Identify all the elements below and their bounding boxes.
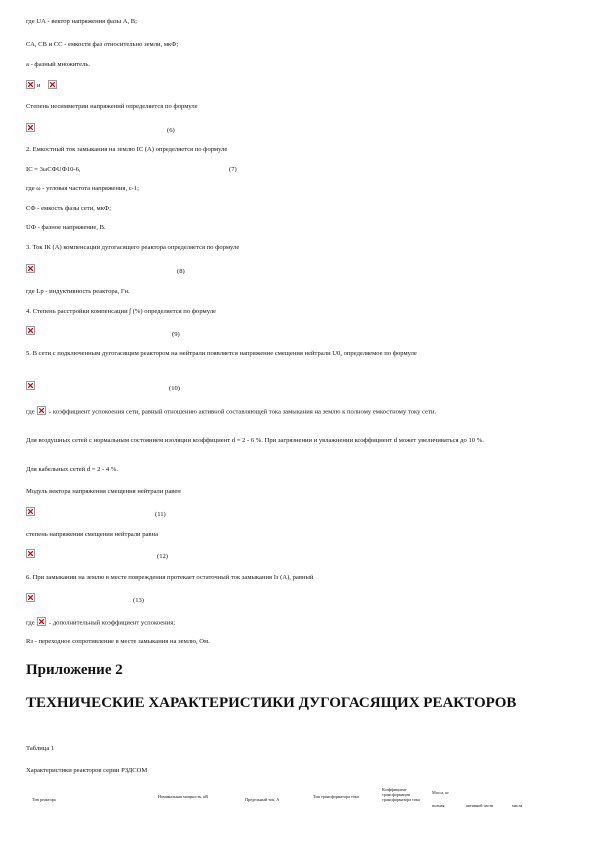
text-paragraph: Для воздушных сетей с нормальным состоянием изоляции коэффициент d = 2 - 6 %. При загрязнении и увлажнении коэффициент d может увеличиваться до 10 %. <box>26 437 484 444</box>
text-prefix: где <box>26 408 35 416</box>
text-prefix: где <box>26 619 35 627</box>
broken-image-icon <box>26 326 35 335</box>
broken-image-icon <box>48 80 57 89</box>
conjunction-text: и <box>37 82 41 89</box>
text-line: СА, СВ и СС - емкости фаз относительно земли, мкФ; <box>26 41 179 48</box>
text-line: IC = 3ωСФUФ10-6, <box>26 166 81 173</box>
text-line: 2. Емкостный ток замыкания на землю IС (А) определяется по формуле <box>26 146 228 153</box>
table-header-cell: масла <box>512 803 523 808</box>
broken-image-icon <box>26 80 35 89</box>
broken-image-icon <box>26 123 35 132</box>
text-line: 3. Ток IК (А) компенсации дугогасящего реактора определяется по формуле <box>26 244 240 251</box>
broken-image-icon <box>26 264 35 273</box>
text-paragraph <box>26 406 571 418</box>
table-label: Таблица 1 <box>26 745 55 752</box>
text-line: где UА - вектор напряжения фазы А, В; <box>26 18 138 25</box>
table-caption: Характеристики реакторов серии РЗДСОМ <box>26 767 148 774</box>
table-header-cell: Номинальная мощность, кВ <box>158 794 209 799</box>
text-line: Модуль вектора напряжения смещения нейтрали равен <box>26 488 181 495</box>
equation-number: (6) <box>167 127 175 134</box>
text-line: 4. Степень расстройки компенсации ∫ (%) определяется по формуле <box>26 308 216 315</box>
broken-image-icon <box>26 549 35 558</box>
equation-number: (7) <box>229 166 237 173</box>
broken-image-icon <box>37 406 46 415</box>
table-header-cell: активной части <box>466 803 494 808</box>
text-line: где Lр - индуктивность реактора, Гн. <box>26 288 130 295</box>
appendix-heading: Приложение 2 <box>26 662 123 678</box>
table-header-cell: Тип трансформатора тока <box>313 794 359 799</box>
table-header-cell: Тип реактора <box>32 797 56 802</box>
text-line: Степень несимметрии напряжений определяется по формуле <box>26 103 198 110</box>
text-suffix: - коэффициент успокоения сети, равный отношению активной составляющей тока замыкания на землю к полному емкостному току сети. <box>48 408 437 416</box>
text-line: 6. При замыкании на землю в месте повреждения протекает остаточный ток замыкания Iз (А), равный <box>26 574 314 581</box>
table-header-cell: Предельный ток, А <box>245 797 280 802</box>
text-line <box>26 617 175 629</box>
text-line: UФ - фазное напряжение, В. <box>26 224 106 231</box>
equation-number: (10) <box>169 385 180 392</box>
text-line: Rз - переходное сопротивление в месте замыкания на землю, Ом. <box>26 638 210 645</box>
text-line: a - фазный множитель. <box>26 61 91 68</box>
text-suffix: - дополнительный коэффициент успокоения; <box>48 619 176 627</box>
equation-number: (8) <box>177 268 185 275</box>
text-line: Для кабельных сетей d = 2 - 4 %. <box>26 466 119 473</box>
equation-number: (9) <box>172 331 180 338</box>
appendix-title: ТЕХНИЧЕСКИЕ ХАРАКТЕРИСТИКИ ДУГОГАСЯЩИХ РЕАКТОРОВ <box>26 695 517 711</box>
table-header-cell: Масса, кг <box>432 790 450 795</box>
text-line: где ω - угловая частота напряжения, с-1; <box>26 185 139 192</box>
broken-image-icon <box>26 381 35 390</box>
broken-image-icon <box>26 507 35 516</box>
table-header-cell: полная <box>432 803 445 808</box>
broken-image-icon <box>37 617 46 626</box>
equation-number: (13) <box>133 597 144 604</box>
text-paragraph: 5. В сети с подключенным дугогасящим реактором на нейтрали появляется напряжение смещения нейтрали U0, определяемое по формуле <box>26 350 417 357</box>
equation-number: (11) <box>155 511 166 518</box>
broken-image-icon <box>26 593 35 602</box>
text-line: СФ - емкость фазы сети, мкФ; <box>26 205 111 212</box>
table-header-cell: Коэффициент трансформации трансформатора тока <box>382 787 420 802</box>
text-line: степень напряжения смещения нейтрали равна <box>26 531 158 538</box>
equation-number: (12) <box>157 553 168 560</box>
